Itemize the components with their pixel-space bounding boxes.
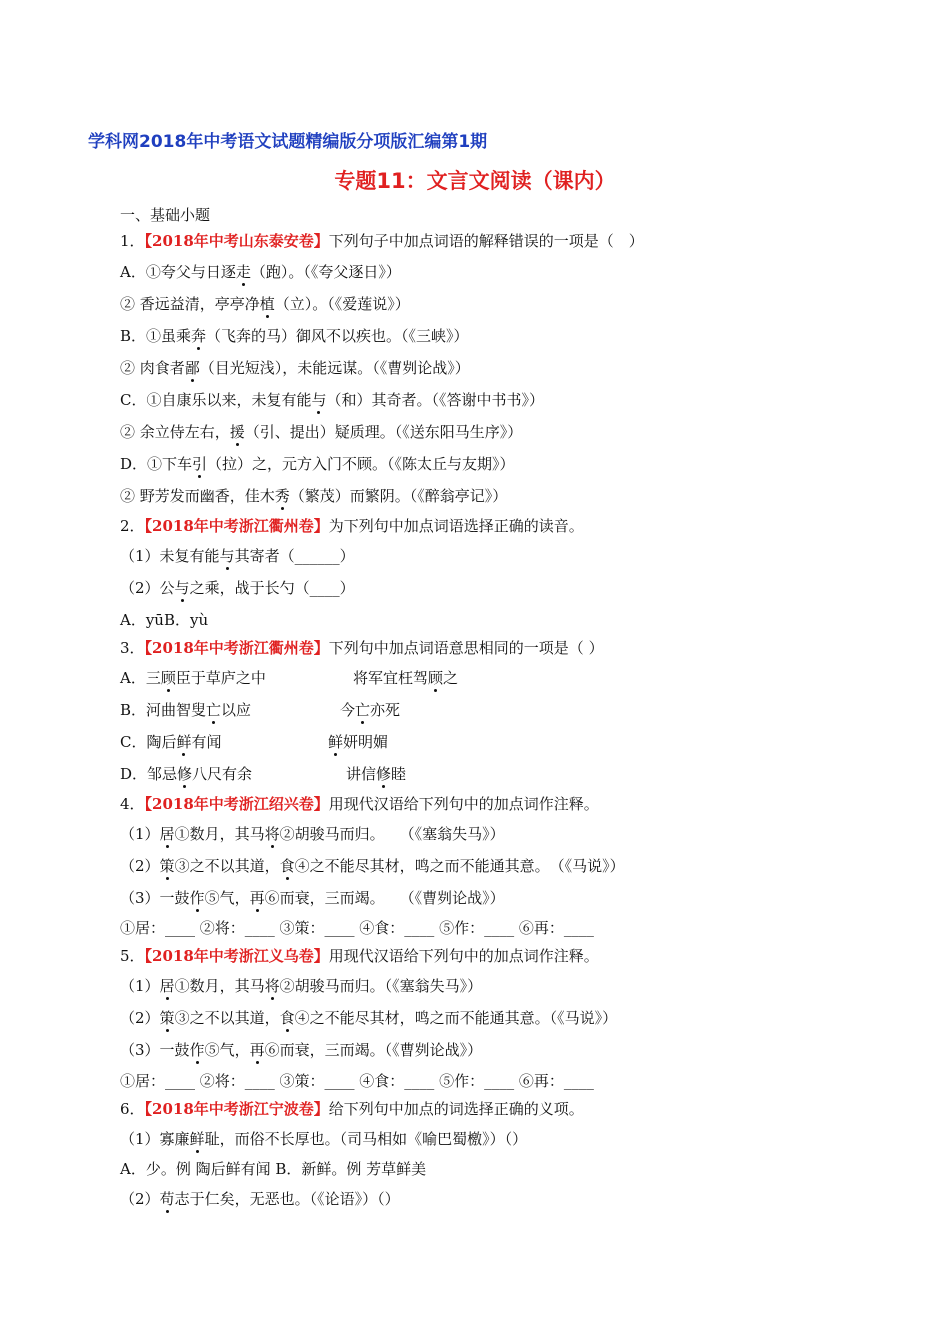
- question-2-item-2: （2）公与之乘，战于长勺（____）: [120, 579, 355, 597]
- question-2-item-1: （1）未复有能与其寄者（______）: [120, 547, 355, 565]
- question-2-options: A．yūB．yù: [120, 611, 209, 629]
- question-2-stem: 2．【2018年中考浙江衢州卷】为下列句中加点词语选择正确的读音。: [120, 517, 584, 535]
- question-4-stem: 4．【2018年中考浙江绍兴卷】用现代汉语给下列句中的加点词作注释。: [120, 795, 599, 813]
- question-4-item-1: （1）居①数月，其马将②胡骏马而归。 （《塞翁失马》）: [120, 825, 505, 843]
- question-4-item-3: （3）一鼓作⑤气，再⑥而衰，三而竭。 （《曹刿论战》）: [120, 889, 505, 907]
- question-5-item-2: （2）策③之不以其道，食④之不能尽其材，鸣之而不能通其意。（《马说》）: [120, 1009, 618, 1027]
- question-6-item-2: （2）苟志于仁矣，无恶也。（《论语》）（）: [120, 1190, 400, 1208]
- question-3-stem: 3．【2018年中考浙江衢州卷】下列句中加点词语意思相同的一项是（ ）: [120, 639, 604, 657]
- question-2-source: 【2018年中考浙江衢州卷】: [144, 517, 329, 535]
- section-heading: 一、基础小题: [120, 206, 211, 224]
- question-5-stem: 5．【2018年中考浙江义乌卷】用现代汉语给下列句中的加点词作注释。: [120, 947, 599, 965]
- option-b1: B．①虽乘奔（飞奔的马）御风不以疾也。（《三峡》）: [120, 327, 469, 345]
- question-6-options: A．少。例 陶后鲜有闻 B．新鲜。例 芳草鲜美: [120, 1160, 427, 1178]
- question-3-source: 【2018年中考浙江衢州卷】: [144, 639, 329, 657]
- option-a2: ② 香远益清，亭亭净植（立）。（《爱莲说》）: [120, 295, 410, 313]
- question-5-item-3: （3）一鼓作⑤气，再⑥而衰，三而竭。（《曹刿论战》）: [120, 1041, 483, 1059]
- question-4-item-2: （2）策③之不以其道，食④之不能尽其材，鸣之而不能通其意。 （《马说》）: [120, 857, 625, 875]
- question-4-source: 【2018年中考浙江绍兴卷】: [144, 795, 329, 813]
- option-a1: A．①夸父与日逐走（跑）。（《夸父逐日》）: [120, 263, 401, 281]
- topic-title: 专题11：文言文阅读（课内）: [334, 169, 616, 193]
- question-6-source: 【2018年中考浙江宁波卷】: [144, 1100, 329, 1118]
- question-1-stem: 1．【2018年中考山东泰安卷】下列句子中加点词语的解释错误的一项是（ ）: [120, 232, 644, 250]
- question-5-item-1: （1）居①数月，其马将②胡骏马而归。（《塞翁失马》）: [120, 977, 483, 995]
- question-6-stem: 6．【2018年中考浙江宁波卷】给下列句中加点的词选择正确的义项。: [120, 1100, 584, 1118]
- question-5-source: 【2018年中考浙江义乌卷】: [144, 947, 329, 965]
- option-3a: A．三顾臣于草庐之中 将军宜枉驾顾之: [120, 669, 459, 687]
- option-3c: C．陶后鲜有闻 鲜妍明媚: [120, 733, 389, 751]
- question-6-item-1: （1）寡廉鲜耻，而俗不长厚也。（司马相如《喻巴蜀檄》）（）: [120, 1130, 528, 1148]
- option-b2: ② 肉食者鄙（目光短浅），未能远谋。（《曹刿论战》）: [120, 359, 470, 377]
- header-title: 学科网2018年中考语文试题精编版分项版汇编第1期: [88, 132, 488, 152]
- option-d2: ② 野芳发而幽香，佳木秀（繁茂）而繁阴。（《醉翁亭记》）: [120, 487, 508, 505]
- question-1-source: 【2018年中考山东泰安卷】: [144, 232, 329, 250]
- option-c2: ② 余立侍左右，援（引、提出）疑质理。（《送东阳马生序》）: [120, 423, 523, 441]
- option-3b: B．河曲智叟亡以应 今亡亦死: [120, 701, 401, 719]
- question-5-answer-blanks: ①居：____ ②将：____ ③策：____ ④食：____ ⑤作：____ ⑥再：____: [120, 1072, 594, 1090]
- option-3d: D．邹忌修八尺有余 讲信修睦: [120, 765, 407, 783]
- question-4-answer-blanks: ①居：____ ②将：____ ③策：____ ④食：____ ⑤作：____ ⑥再：____: [120, 919, 594, 937]
- option-c1: C．①自康乐以来，未复有能与（和）其奇者。（《答谢中书书》）: [120, 391, 545, 409]
- option-d1: D．①下车引（拉）之，元方入门不顾。（《陈太丘与友期》）: [120, 455, 515, 473]
